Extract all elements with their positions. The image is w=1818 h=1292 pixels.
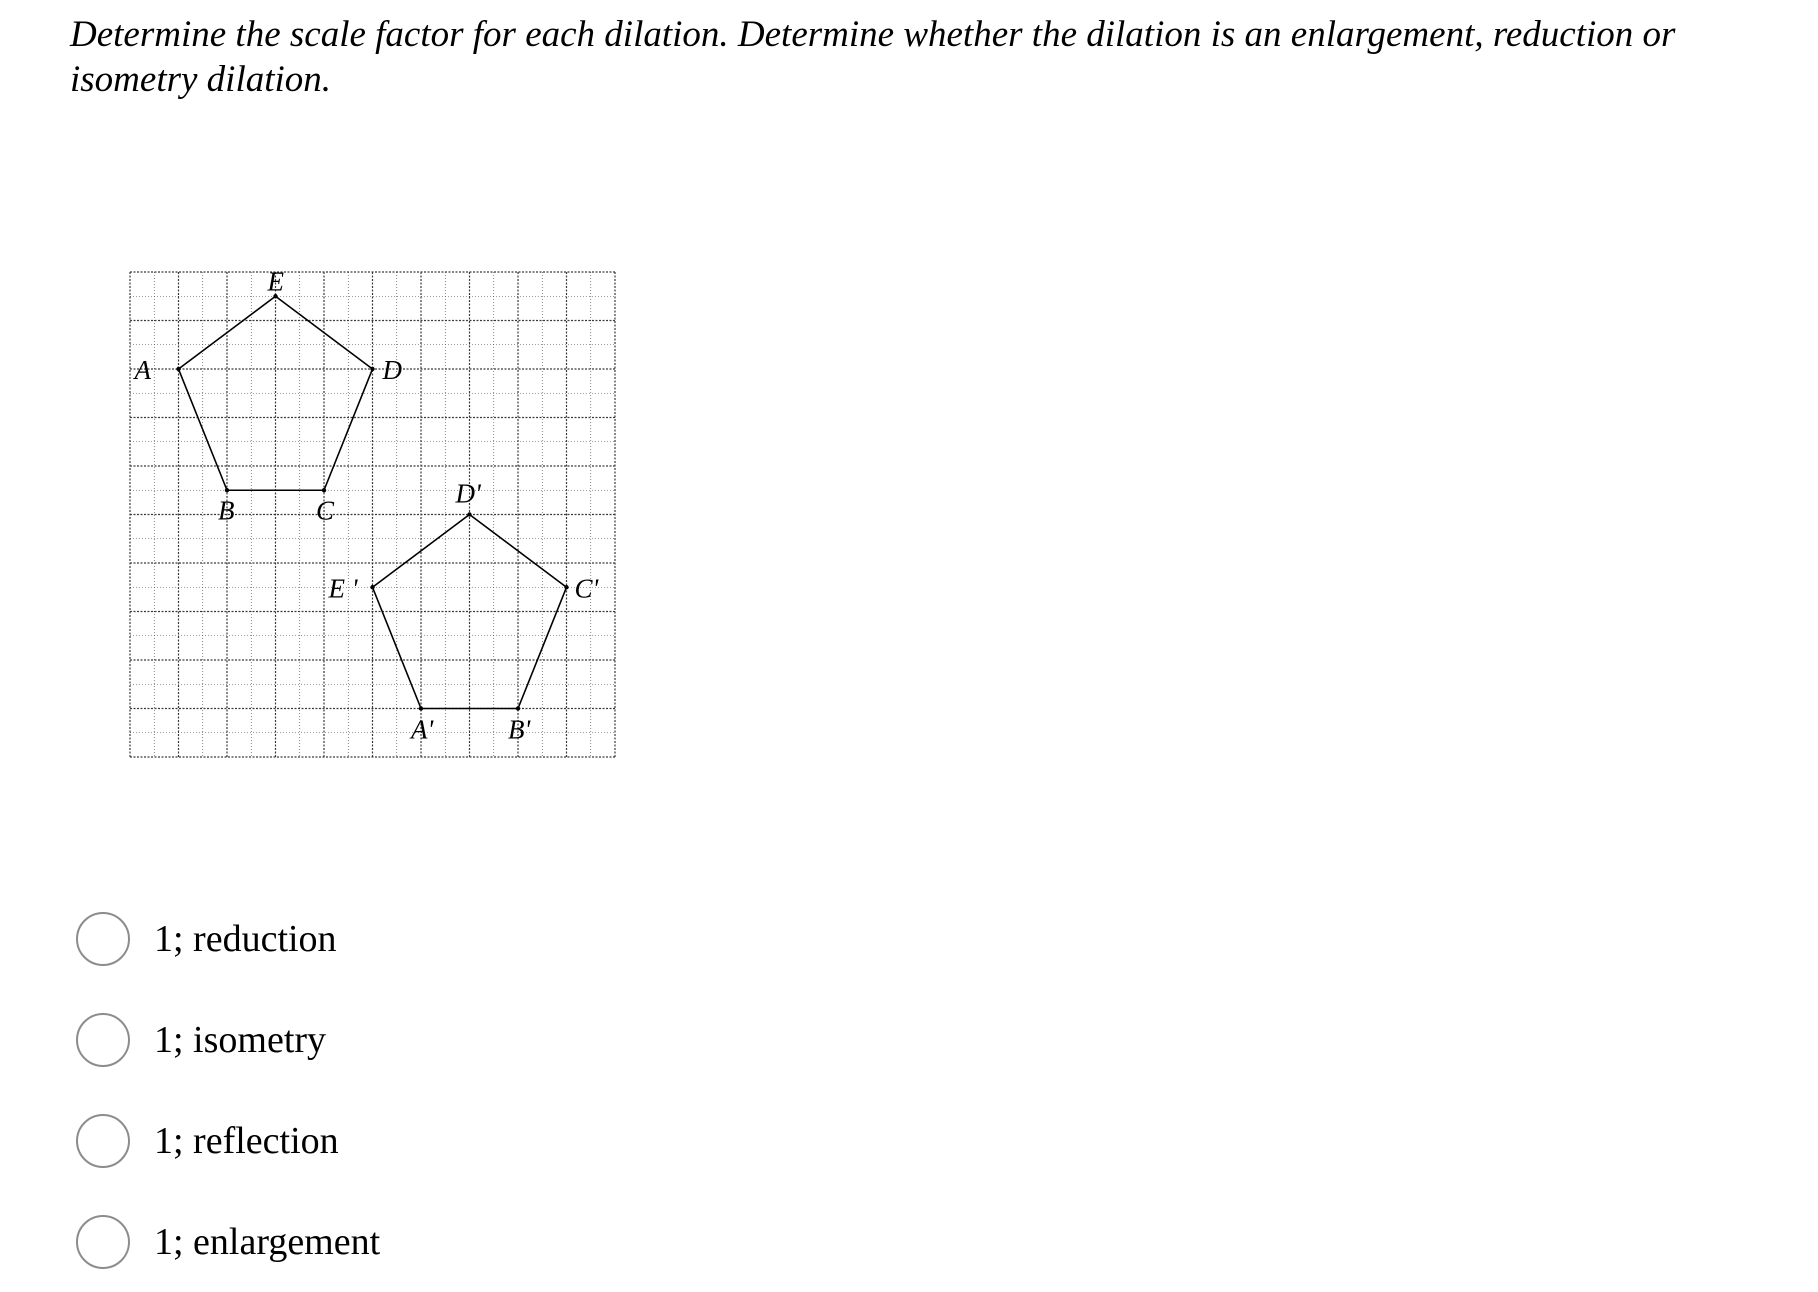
question-text: Determine the scale factor for each dilation. Determine whether the dilation is an enlargement, reduction or isometry dilation. bbox=[70, 14, 1676, 100]
vertex-label-C-prime: C' bbox=[574, 573, 599, 604]
grid-lines bbox=[130, 272, 615, 757]
option-reduction[interactable] bbox=[76, 888, 380, 989]
option-enlargement[interactable] bbox=[76, 1191, 380, 1292]
option-label: 1; isometry bbox=[154, 1018, 327, 1061]
vertex-label-C: C bbox=[316, 495, 335, 526]
option-label: 1; reflection bbox=[154, 1119, 339, 1162]
vertex-dot-orig-B bbox=[225, 488, 229, 492]
vertex-dot-img-C bbox=[564, 585, 568, 589]
vertex-dot-img-B bbox=[516, 706, 520, 710]
vertex-dot-orig-C bbox=[322, 488, 326, 492]
vertex-dot-orig-D bbox=[370, 367, 374, 371]
radio-button[interactable] bbox=[76, 1013, 130, 1067]
radio-button[interactable] bbox=[76, 912, 130, 966]
option-isometry[interactable] bbox=[76, 989, 380, 1090]
vertex-label-E: E bbox=[267, 270, 284, 297]
vertex-label-B: B bbox=[218, 495, 235, 526]
vertex-dot-orig-A bbox=[176, 367, 180, 371]
option-label: 1; reduction bbox=[154, 917, 337, 960]
vertex-label-E-prime: E ' bbox=[328, 573, 358, 604]
vertex-label-D: D bbox=[382, 355, 402, 385]
radio-button[interactable] bbox=[76, 1114, 130, 1168]
vertex-dot-img-A bbox=[419, 706, 423, 710]
vertex-label-D-prime: D' bbox=[455, 478, 481, 509]
vertex-label-B-prime: B' bbox=[508, 714, 531, 745]
vertex-label-A-prime: A' bbox=[411, 714, 434, 745]
radio-button[interactable] bbox=[76, 1215, 130, 1269]
dilation-figure bbox=[128, 270, 628, 775]
vertex-label-A: A bbox=[134, 355, 151, 385]
vertex-dot-img-D bbox=[467, 512, 471, 516]
coordinate-grid bbox=[128, 270, 628, 770]
option-label: 1; enlargement bbox=[154, 1220, 381, 1263]
option-reflection[interactable] bbox=[76, 1090, 380, 1191]
vertex-dot-img-E bbox=[370, 585, 374, 589]
answer-options bbox=[76, 888, 380, 1292]
